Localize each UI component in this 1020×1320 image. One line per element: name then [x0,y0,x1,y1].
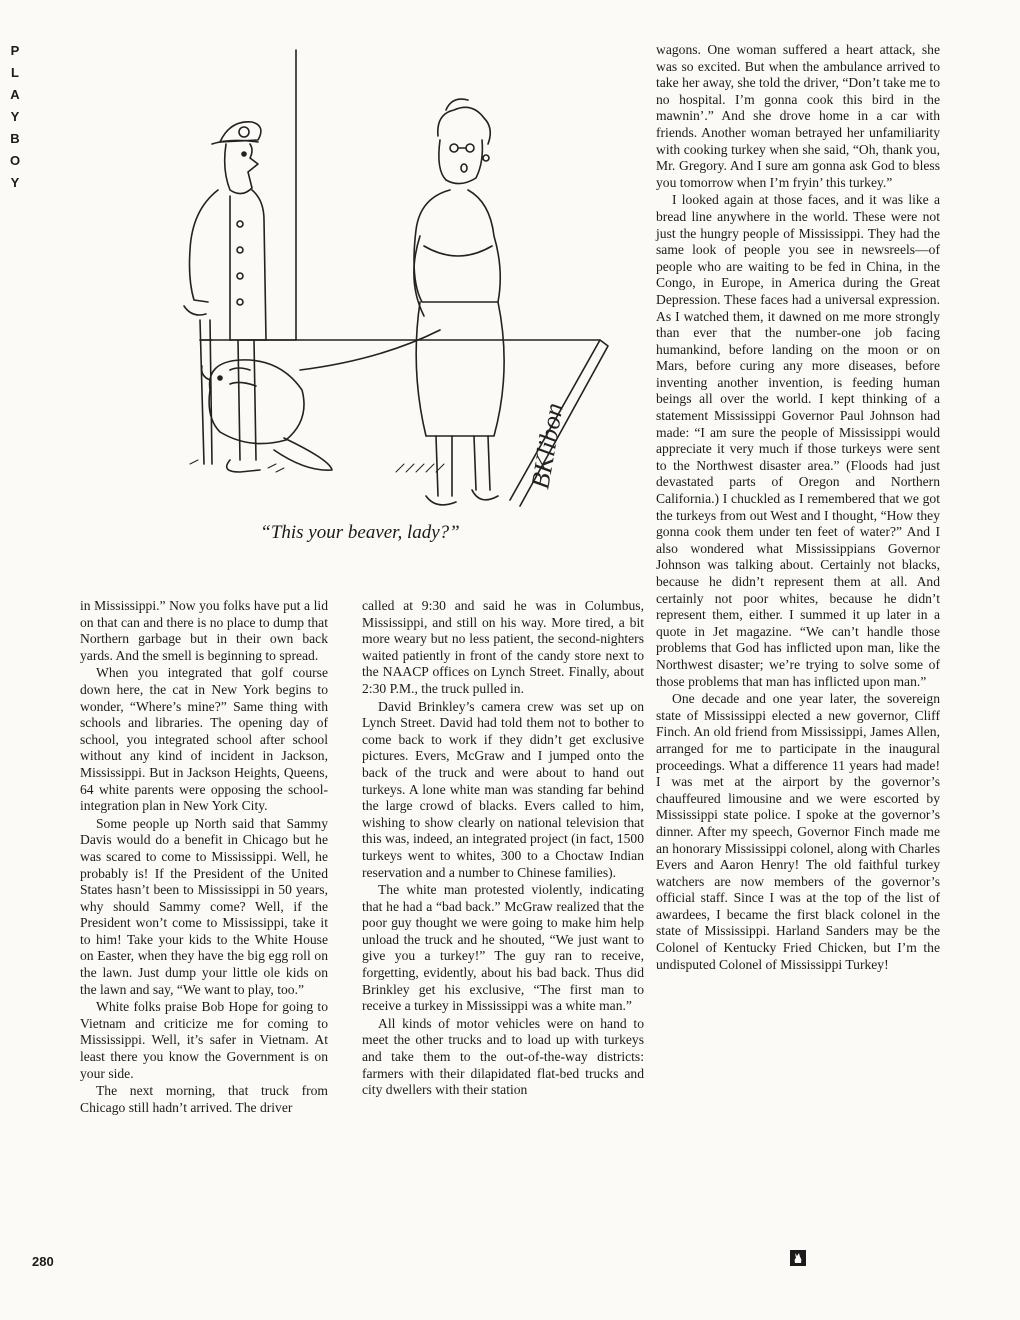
paragraph: When you integrated that golf course down here, the cat in New York begins to wonder, “Where’s mine?” Same thing with schools and libraries. The opening day of school, you integrated school after school without any kind of incident in Jackson, Mississippi. But in Jackson Heights, Queens, 64 white parents were opposing the school-integration plan in New York City. [80,665,328,814]
masthead-letter: A [10,87,20,102]
man-figure [184,122,266,472]
masthead-letter: Y [10,175,20,190]
paragraph: David Brinkley’s camera crew was set up on Lynch Street. David had told them not to bother to come back to work if they didn’t get exclusive pictures. Evers, McGraw and I jumped onto the back of the truck and were about to hand out turkeys. A lone white man was standing far behind the large crowd of blacks. Evers called to him, wishing to show clearly on national television that this was, indeed, an integrated project (in fact, 1500 turkeys went to whites, 300 to a Choctaw Indian reservation and a number to Chinese families). [362,698,644,880]
magazine-masthead [6,40,24,194]
leash [300,330,440,370]
masthead-letter: B [10,131,20,146]
artist-signature: BKlibon [525,400,569,492]
cartoon-illustration [80,40,640,510]
paragraph: The white man protested violently, indicating that he had a “bad back.” McGraw realized that the poor guy thought we were going to make him help unload the truck and he shouted, “We just want to give you a turkey!” The guy ran to receive, forgetting, evidently, about his bad back. Thus did Brinkley get his exclusive, “The first man to receive a turkey in Mississippi was a white man.” [362,882,644,1014]
beaver-figure [202,360,332,470]
masthead-letter: L [11,65,19,80]
paragraph: White folks praise Bob Hope for going to Vietnam and criticize me for coming to Mississippi. Well, it’s safer in Vietnam. At least there you know the Government is on your side. [80,999,328,1081]
text-column-right [656,42,940,973]
paragraph: All kinds of motor vehicles were on hand to meet the other trucks and to load up with turkeys and take them to the out-of-the-way districts: farmers with their dilapidated flat-bed trucks and city dwellers with their station [362,1015,644,1098]
woman-figure [414,99,504,505]
masthead-letter: Y [10,109,20,124]
playboy-bunny-end-mark-icon [790,1250,806,1266]
cartoon-caption: “This your beaver, lady?” [260,522,460,543]
paragraph: One decade and one year later, the sovereign state of Mississippi elected a new governor, Cliff Finch. An old friend from Mississippi, James Allen, arranged for me to participate in the inaugural proceedings. What a difference 11 years had made! I was met at the airport by the governor’s chauffeured limousine and we were escorted by Mississippi state police. I spoke at the governor’s dinner. After my speech, Governor Finch made me an honorary Mississippi colonel, along with Charles Evers and Aaron Henry! The old faithful turkey watchers are now members of the governor’s official staff. Since I was at the top of the list of awardees, I became the first black colonel in the state of Mississippi. Harland Sanders may be the Colonel of Kentucky Fried Chicken, but I’m the undisputed Colonel of Mississippi Turkey! [656,691,940,972]
page-number: 280 [32,1254,54,1269]
masthead-letter: P [10,43,20,58]
text-column-middle [362,598,644,1099]
paragraph: called at 9:30 and said he was in Columbus, Mississippi, and still on his way. More tired, a bit more weary but no less patient, the second-nighters waited patiently in front of the candy store next to the NAACP offices on Lynch Street. Finally, about 2:30 P.M., the truck pulled in. [362,598,644,696]
text-column-left [80,598,328,1116]
paragraph: The next morning, that truck from Chicago still hadn’t arrived. The driver [80,1083,328,1115]
paragraph: in Mississippi.” Now you folks have put a lid on that can and there is no place to dump that Northern garbage but in their own back yards. And the smell is beginning to spread. [80,598,328,663]
masthead-letter: O [9,153,21,168]
paragraph: wagons. One woman suffered a heart attack, she was so excited. But when the ambulance arrived to take her away, she told the driver, “Don’t take me to no hospital. I’m gonna cook this bird in the mawnin’.” And she drove home in a car with friends. Another woman betrayed her unfamiliarity with cooking turkey when she said, “Oh, thank you, Mr. Gregory. And I sure am gonna ask God to bless you tomorrow when I’m fryin’ this turkey.” [656,42,940,190]
paragraph: Some people up North said that Sammy Davis would do a benefit in Chicago but he was scared to come to Mississippi. Well, he probably is! If the President of the United States hasn’t been to Mississippi in 50 years, why should Sammy come? Well, if the President won’t come to Mississippi, take it to him! Take your kids to the White House on Easter, when they have the big egg roll on the lawn. Just dump your little ole kids on the lawn and say, “We want to play, too.” [80,815,328,997]
paragraph: I looked again at those faces, and it was like a bread line anywhere in the world. These were not just the hungry people of Mississippi. They had the same look of people you see in newsreels—of people who are waiting to be fed in China, in the Congo, in Europe, in America during the Great Depression. These faces had a universal expression. As I watched them, it dawned on me more strongly than ever that the number-one job facing humankind, before landing on the moon or on Mars, before curing any more diseases, before inventing another invention, is feeding human beings all over the world. I kept thinking of a statement Mississippi Governor Paul Johnson had made: “I am sure the people of Mississippi would appreciate it very much if those turkeys were sent to the Northwest disaster area.” (Floods had just devastated parts of Oregon and Northern California.) I chuckled as I remembered that we got the turkeys from out West and I thought, “How they gonna cook them under ten feet of water?” And I also wondered what Mississippians Governor Johnson was talking about. Certainly not blacks, because he didn’t represent them at all. And certainly not poor whites, because he didn’t represent them, either. I summed it up later in a quote in Jet magazine. “We can’t handle those problems that God has inflicted upon man, like the Northwest disaster; we’re trying to solve some of those problems that man has inflicted upon man.” [656,192,940,689]
